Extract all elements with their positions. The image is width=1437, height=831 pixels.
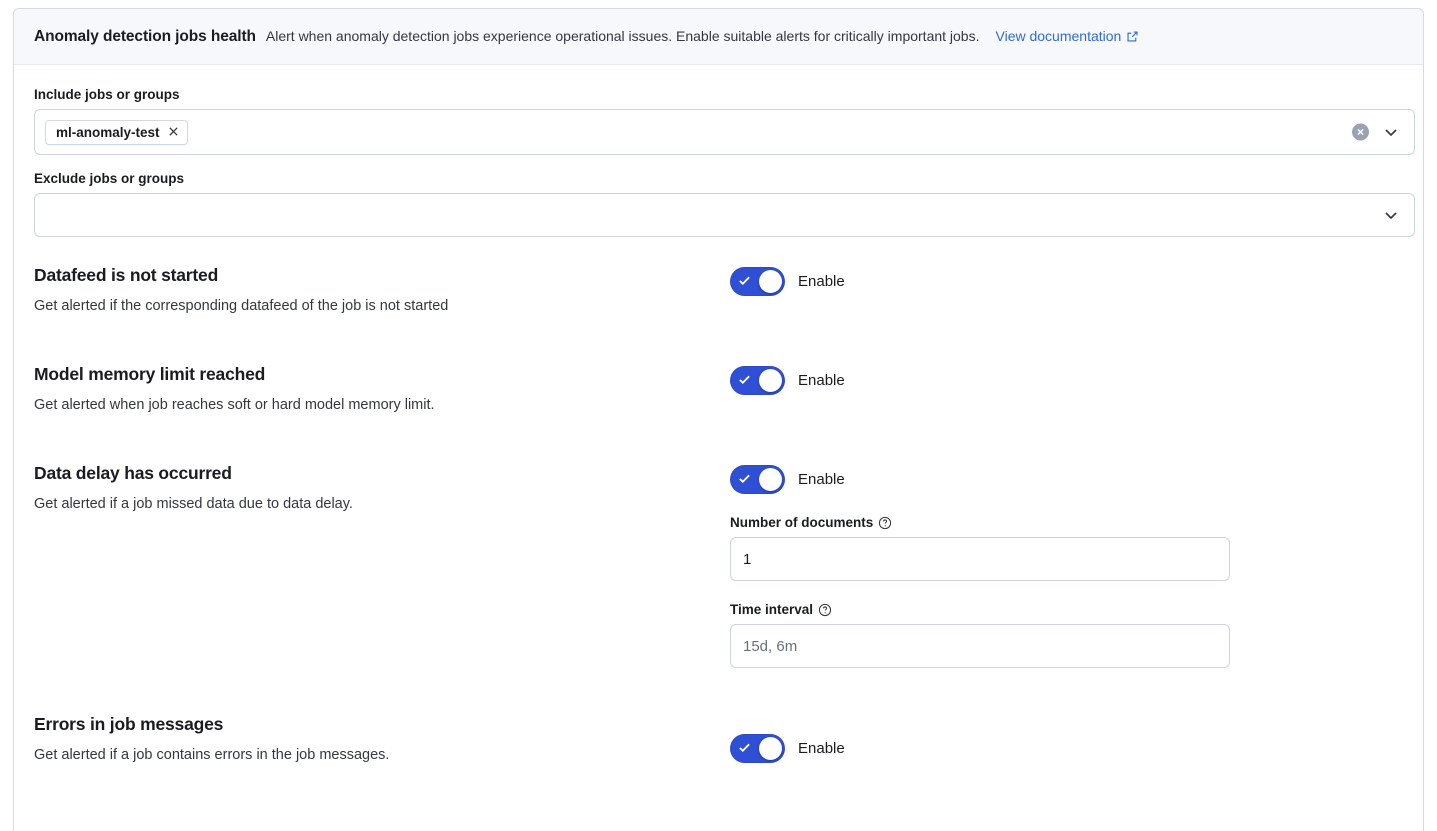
number-of-documents-input[interactable] (730, 537, 1230, 581)
exclude-chevron-down-icon[interactable] (1383, 207, 1399, 223)
toggle-knob (759, 468, 782, 491)
rule-data-delay (34, 461, 1403, 668)
anomaly-jobs-health-panel (13, 8, 1424, 831)
rule-description: Get alerted if a job contains errors in the job messages. (34, 747, 390, 763)
panel-description: Alert when anomaly detection jobs experience operational issues. Enable suitable alerts for critically important jobs. (265, 28, 980, 44)
panel-body (14, 65, 1423, 783)
rule-datafeed-not-started (34, 263, 1403, 314)
check-icon (738, 373, 751, 386)
rule-description: Get alerted if a job missed data due to data delay. (34, 496, 353, 512)
rule-title: Datafeed is not started (34, 265, 219, 285)
page-title: Anomaly detection jobs health (34, 28, 256, 45)
check-icon (738, 472, 751, 485)
rule-model-memory-limit (34, 362, 1403, 413)
sub-label-text: Number of documents (730, 515, 874, 530)
enable-toggle[interactable] (730, 734, 785, 763)
include-chevron-down-icon[interactable] (1383, 124, 1399, 140)
toggle-knob (759, 737, 782, 760)
selected-job-label: ml-anomaly-test (56, 124, 160, 140)
rule-controls (730, 263, 1403, 296)
enable-toggle[interactable] (730, 366, 785, 395)
toggle-row (730, 734, 1403, 763)
rule-errors-in-job-messages (34, 712, 1403, 763)
rule-controls (730, 362, 1403, 395)
toggle-label: Enable (798, 273, 845, 290)
enable-toggle[interactable] (730, 465, 785, 494)
toggle-label: Enable (798, 740, 845, 757)
exclude-jobs-label: Exclude jobs or groups (34, 171, 185, 186)
include-jobs-combobox[interactable] (34, 109, 1415, 155)
check-icon (738, 274, 751, 287)
time-interval-label (730, 602, 1403, 617)
rule-title: Data delay has occurred (34, 463, 232, 483)
rule-description: Get alerted if the corresponding datafeed of the job is not started (34, 298, 449, 314)
toggle-knob (759, 369, 782, 392)
toggle-row (730, 465, 1403, 494)
external-link-icon (1126, 30, 1139, 43)
remove-job-icon[interactable] (168, 125, 179, 139)
panel-header (14, 9, 1423, 65)
rule-text (34, 263, 730, 314)
sub-label-text: Time interval (730, 602, 814, 617)
rule-text (34, 712, 730, 763)
toggle-label: Enable (798, 471, 845, 488)
include-jobs-label: Include jobs or groups (34, 87, 180, 102)
rule-text (34, 461, 730, 512)
rule-text (34, 362, 730, 413)
toggle-label: Enable (798, 372, 845, 389)
help-circle-icon[interactable] (818, 603, 832, 617)
clear-include-icon[interactable] (1352, 124, 1369, 141)
toggle-row (730, 267, 1403, 296)
number-of-documents-label (730, 515, 1403, 530)
rule-controls (730, 712, 1403, 763)
toggle-row (730, 366, 1403, 395)
selected-job-pill[interactable] (45, 120, 188, 145)
check-icon (738, 741, 751, 754)
number-of-documents-field (730, 515, 1403, 581)
view-documentation-link[interactable] (996, 28, 1140, 44)
rule-controls (730, 461, 1403, 668)
rule-title: Errors in job messages (34, 714, 224, 734)
rule-description: Get alerted when job reaches soft or hard model memory limit. (34, 397, 435, 413)
time-interval-field (730, 602, 1403, 668)
enable-toggle[interactable] (730, 267, 785, 296)
rule-title: Model memory limit reached (34, 364, 266, 384)
toggle-knob (759, 270, 782, 293)
time-interval-input[interactable] (730, 624, 1230, 668)
help-circle-icon[interactable] (878, 516, 892, 530)
exclude-jobs-combobox[interactable] (34, 193, 1415, 237)
view-documentation-label: View documentation (995, 28, 1122, 44)
